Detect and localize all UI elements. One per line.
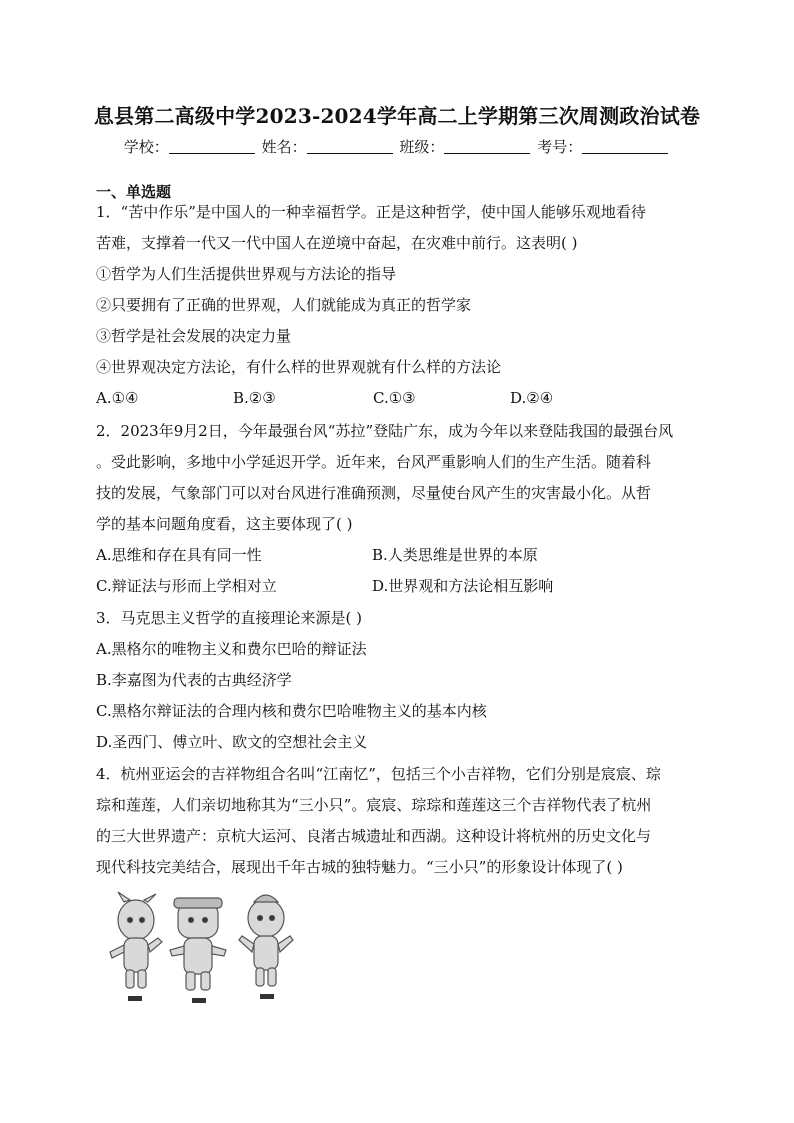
question-line: 学的基本问题角度看，这主要体现了( ) bbox=[96, 515, 353, 533]
mascot-chenchen-icon bbox=[110, 892, 162, 988]
question-line: 4．杭州亚运会的吉祥物组合名叫“江南忆”，包括三个小吉祥物，它们分别是宸宸、琮 bbox=[96, 765, 661, 783]
statement: ②只要拥有了正确的世界观，人们就能成为真正的哲学家 bbox=[96, 296, 472, 314]
option-b[interactable]: B.李嘉图为代表的古典经济学 bbox=[96, 671, 292, 689]
question-line: 技的发展，气象部门可以对台风进行准确预测，尽量使台风产生的灾害最小化。从哲 bbox=[96, 484, 652, 502]
school-field: 学校： bbox=[124, 136, 257, 157]
question-line: 3．马克思主义哲学的直接理论来源是( ) bbox=[96, 609, 363, 627]
exam-number-field: 考号： bbox=[537, 136, 670, 157]
option-b[interactable]: B.人类思维是世界的本原 bbox=[372, 546, 538, 564]
statement: ①哲学为人们生活提供世界观与方法论的指导 bbox=[96, 265, 397, 283]
option-b[interactable]: B.②③ bbox=[233, 389, 276, 407]
name-blank[interactable] bbox=[307, 139, 393, 154]
question-line: 2．2023年9月2日，今年最强台风“苏拉”登陆广东，成为今年以来登陆我国的最强台风 bbox=[96, 422, 674, 440]
option-a[interactable]: A.①④ bbox=[96, 389, 139, 407]
question-line: 1．“苦中作乐”是中国人的一种幸福哲学。正是这种哲学，使中国人能够乐观地看待 bbox=[96, 203, 646, 221]
question-line: 琮和莲莲，人们亲切地称其为“三小只”。宸宸、琮琮和莲莲这三个吉祥物代表了杭州 bbox=[96, 796, 652, 814]
question-2 bbox=[96, 416, 706, 602]
class-field: 班级： bbox=[399, 136, 532, 157]
option-c[interactable]: C.黑格尔辩证法的合理内核和费尔巴哈唯物主义的基本内核 bbox=[96, 702, 487, 720]
question-line: 苦难，支撑着一代又一代中国人在逆境中奋起，在灾难中前行。这表明( ) bbox=[96, 234, 578, 252]
options-row bbox=[96, 383, 706, 414]
statement: ④世界观决定方法论，有什么样的世界观就有什么样的方法论 bbox=[96, 358, 502, 376]
mascot-lianlian-icon bbox=[239, 895, 293, 986]
mascot-illustration-icon bbox=[96, 890, 306, 1020]
class-blank[interactable] bbox=[444, 139, 530, 154]
option-c[interactable]: C.辩证法与形而上学相对立 bbox=[96, 577, 277, 595]
question-4 bbox=[96, 759, 706, 883]
statement: ③哲学是社会发展的决定力量 bbox=[96, 327, 292, 345]
option-d[interactable]: D.②④ bbox=[510, 389, 554, 407]
question-1 bbox=[96, 197, 706, 414]
option-c[interactable]: C.①③ bbox=[373, 389, 416, 407]
option-a[interactable]: A.思维和存在具有同一性 bbox=[96, 546, 262, 564]
exam-number-blank[interactable] bbox=[582, 139, 668, 154]
option-d[interactable]: D.世界观和方法论相互影响 bbox=[372, 577, 554, 595]
option-d[interactable]: D.圣西门、傅立叶、欧文的空想社会主义 bbox=[96, 733, 368, 751]
student-info-row bbox=[0, 136, 794, 157]
question-line: 的三大世界遗产：京杭大运河、良渚古城遗址和西湖。这种设计将杭州的历史文化与 bbox=[96, 827, 652, 845]
option-a[interactable]: A.黑格尔的唯物主义和费尔巴哈的辩证法 bbox=[96, 640, 367, 658]
question-line: 现代科技完美结合，展现出千年古城的独特魅力。“三小只”的形象设计体现了( ) bbox=[96, 858, 623, 876]
section-title: 一、单选题 bbox=[96, 183, 172, 201]
question-line: 。受此影响，多地中小学延迟开学。近年来，台风严重影响人们的生产生活。随着科 bbox=[96, 453, 652, 471]
mascot-congcong-icon bbox=[170, 898, 226, 990]
name-field: 姓名： bbox=[262, 136, 395, 157]
page-title: 息县第二高级中学2023-2024学年高二上学期第三次周测政治试卷 bbox=[93, 104, 701, 128]
options-row bbox=[96, 571, 706, 602]
school-blank[interactable] bbox=[169, 139, 255, 154]
options-row bbox=[96, 540, 706, 571]
question-3 bbox=[96, 603, 706, 758]
